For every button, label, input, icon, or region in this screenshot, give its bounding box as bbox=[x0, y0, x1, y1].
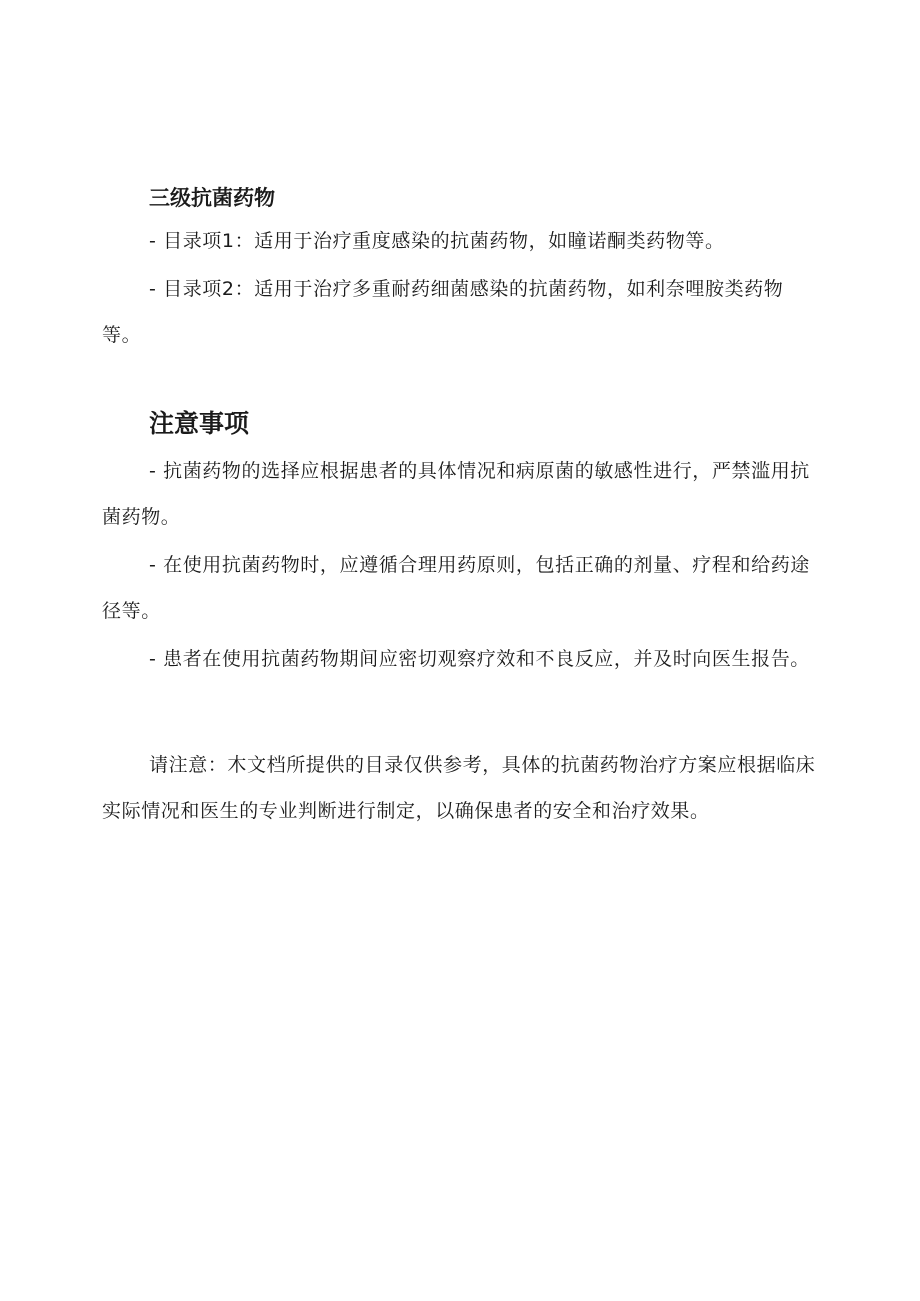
document-content bbox=[102, 180, 822, 834]
section-heading: 三级抗菌药物 bbox=[149, 186, 275, 210]
list-item: - 在使用抗菌药物时，应遵循合理用药原则，包括正确的剂量、疗程和给药途径等。 bbox=[102, 554, 810, 622]
section-heading: 注意事项 bbox=[149, 409, 250, 438]
section-precautions bbox=[102, 402, 822, 682]
list-item: - 抗菌药物的选择应根据患者的具体情况和病原菌的敏感性进行，严禁滥用抗菌药物。 bbox=[102, 460, 810, 528]
list-item: - 目录项1：适用于治疗重度感染的抗菌药物，如瞳诺酮类药物等。 bbox=[149, 230, 725, 252]
list-item: - 患者在使用抗菌药物期间应密切观察疗效和不良反应，并及时向医生报告。 bbox=[149, 648, 810, 670]
disclaimer-note: 请注意：木文档所提供的目录仅供参考，具体的抗菌药物治疗方案应根据临床实际情况和医生的专业判断进行制定，以确保患者的安全和治疗效果。 bbox=[102, 754, 816, 822]
section-antibiotics-level3 bbox=[102, 180, 822, 358]
list-item: - 目录项2：适用于治疗多重耐药细菌感染的抗菌药物，如利奈哩胺类药物等。 bbox=[102, 278, 784, 346]
